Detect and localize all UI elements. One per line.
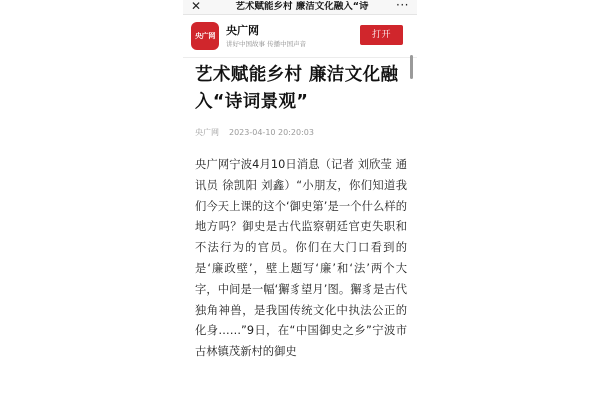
account-banner xyxy=(183,15,417,57)
article-meta xyxy=(195,128,314,138)
nav-title: 艺术赋能乡村 廉洁文化融入“诗 xyxy=(235,1,369,12)
divider xyxy=(183,57,417,58)
article-source[interactable]: 央广网 xyxy=(195,128,219,137)
article-body: 央广网宁波4月10日消息（记者 刘欣莹 通讯员 徐凯阳 刘鑫）“小朋友，你们知道我们今天上课的这个‘御史第’是一个什么样的地方吗？御史是古代监察朝廷官吏失职和不法行为的官员。你们在大门口看到的是‘廉政壁’，壁上题写‘廉’和‘法’两个大字，中间是一幅‘獬豸望月’图。獬豸是古代独角神兽，是我国传统文化中执法公正的化身……”9日，在“中国御史之乡”宁波市古林镇茂新村的御史 xyxy=(195,158,407,359)
close-icon[interactable]: ✕ xyxy=(191,0,202,13)
account-slogan: 讲好中国故事 传播中国声音 xyxy=(226,40,307,48)
top-nav-bar xyxy=(183,0,417,15)
more-dots-icon[interactable]: ··· xyxy=(396,0,409,12)
article-headline: 艺术赋能乡村 廉洁文化融入“诗词景观” xyxy=(195,65,399,112)
scrollbar[interactable] xyxy=(410,55,413,79)
account-name: 央广网 xyxy=(226,24,259,37)
account-logo: 央广网 xyxy=(191,22,219,50)
mobile-article-view xyxy=(183,0,417,400)
article-datetime: 2023-04-10 20:20:03 xyxy=(229,128,314,137)
open-app-button[interactable]: 打开 xyxy=(360,25,403,45)
